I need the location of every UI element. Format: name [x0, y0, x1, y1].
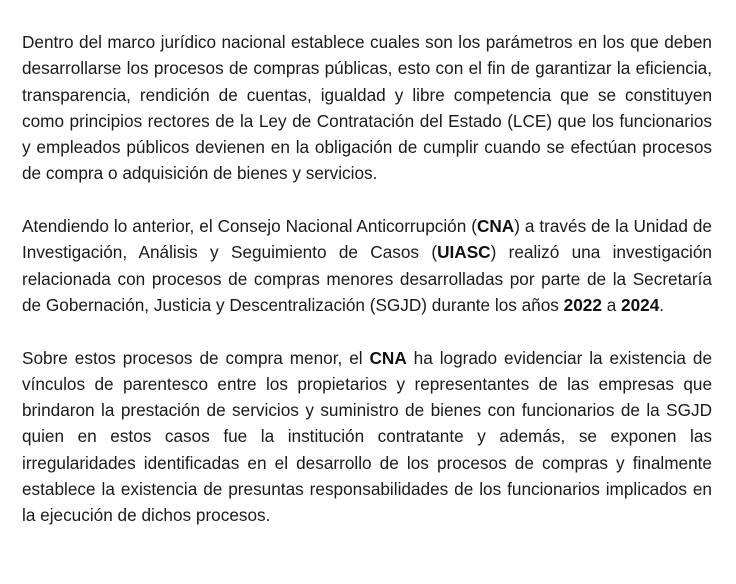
paragraph-text: ) a través de la Unidad de Investigación, Análisis y Seguimiento de Casos ( — [22, 216, 712, 263]
paragraph-text: Sobre estos procesos de compra menor, el — [22, 347, 370, 368]
paragraph-text: a — [601, 294, 622, 315]
acronym-uiasc: UIASC — [437, 242, 491, 263]
paragraph-text: ) realizó una investigación relacionada con procesos de compras menores desarrolladas por parte de la Secretaría de Gobernación, Justicia y Descentralización (SGJD) durante los años — [22, 242, 712, 315]
paragraph-legal-framework: Dentro del marco jurídico nacional establece cuales son los parámetros en los que deben desarrollarse los procesos de compras públicas, esto con el fin de garantizar la eficiencia, transparencia, rendición de cuentas, igualdad y libre competencia que se constituyen como principios rectores de la Ley de Contratación del Estado (LCE) que los funcionarios y empleados públicos devienen en la obligación de cumplir cuando se efectúan procesos de compra o adquisición de bienes y servicios. — [22, 32, 712, 184]
acronym-cna: CNA — [369, 347, 407, 368]
paragraph-text: ha logrado evidenciar la existencia de vínculos de parentesco entre los propietarios y representantes de las empresas que brindaron la prestación de servicios y suministro de bienes con funcionarios de la SGJD quien en estos casos fue la institución contratante y además, se exponen las irregularidades identificadas en el desarrollo de los procesos de compras y finalmente establece la existencia de presuntas responsabilidades de los funcionarios implicados en la ejecución de dichos procesos. — [22, 347, 713, 526]
document-body — [22, 29, 712, 555]
paragraph-findings — [22, 345, 712, 529]
acronym-cna: CNA — [476, 216, 515, 237]
year-start: 2022 — [563, 294, 602, 315]
paragraph-text: . — [659, 294, 665, 315]
paragraph-investigation — [22, 213, 712, 318]
paragraph-text: Atendiendo lo anterior, el Consejo Nacional Anticorrupción ( — [22, 216, 477, 237]
year-end: 2024 — [621, 294, 660, 315]
